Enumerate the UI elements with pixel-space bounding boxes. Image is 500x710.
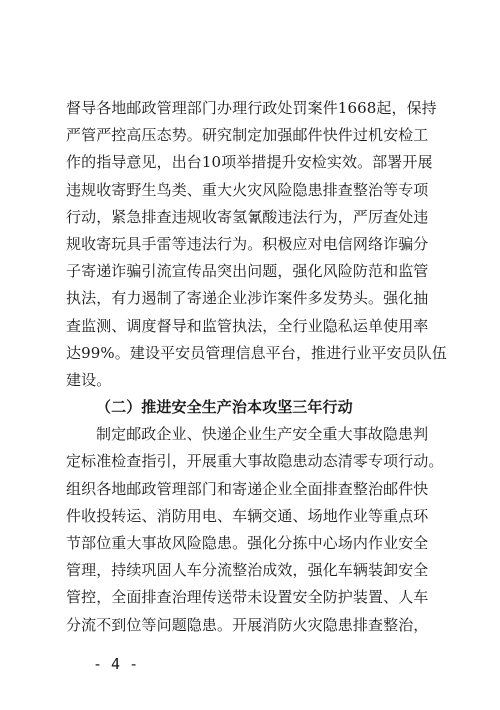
section-paragraph-line: 管控，全面排查治理传送带未设置安全防护装置、人车 (66, 588, 429, 607)
section-paragraph-line: 管理，持续巩固人车分流整治成效，强化车辆装卸安全 (66, 561, 429, 580)
section-paragraph-line: 制定邮政企业、快递企业生产安全重大事故隐患判 (96, 425, 429, 444)
section-paragraph-line: 分流不到位等问题隐患。开展消防火灾隐患排查整治， (66, 615, 429, 634)
paragraph-line: 达99%。建设平安员管理信息平台，推进行业平安员队伍 (66, 343, 447, 362)
paragraph-line: 行动，紧急排查违规收寄氢氰酸违法行为，严厉查处违 (66, 207, 429, 226)
paragraph-line: 子寄递诈骗引流宣传品突出问题，强化风险防范和监管 (66, 262, 429, 281)
paragraph-line: 执法，有力遏制了寄递企业涉诈案件多发势头。强化抽 (66, 289, 429, 308)
section-paragraph-line: 节部位重大事故风险隐患。强化分拣中心场内作业安全 (66, 534, 429, 552)
paragraph-line: 建设。 (66, 370, 112, 389)
section-paragraph-line: 定标准检查指引，开展重大事故隐患动态清零专项行动。 (66, 452, 444, 471)
section-heading: （二）推进安全生产治本攻坚三年行动 (96, 398, 353, 417)
section-paragraph-line: 件收投转运、消防用电、车辆交通、场地作业等重点环 (66, 506, 429, 525)
paragraph-line: 督导各地邮政管理部门办理行政处罚案件1668起，保持 (66, 99, 437, 117)
paragraph-line: 规收寄玩具手雷等违法行为。积极应对电信网络诈骗分 (66, 234, 429, 253)
page-number: - 4 - (93, 655, 139, 673)
paragraph-line: 严管严控高压态势。研究制定加强邮件快件过机安检工 (66, 126, 429, 145)
body-text (66, 95, 447, 639)
paragraph-line: 查监测、调度督导和监管执法，全行业隐私运单使用率 (66, 316, 429, 335)
paragraph-line: 违规收寄野生鸟类、重大火灾风险隐患排查整治等专项 (66, 180, 429, 199)
section-paragraph-line: 组织各地邮政管理部门和寄递企业全面排查整治邮件快 (66, 479, 429, 498)
paragraph-line: 作的指导意见，出台10项举措提升安检实效。部署开展 (66, 153, 433, 172)
